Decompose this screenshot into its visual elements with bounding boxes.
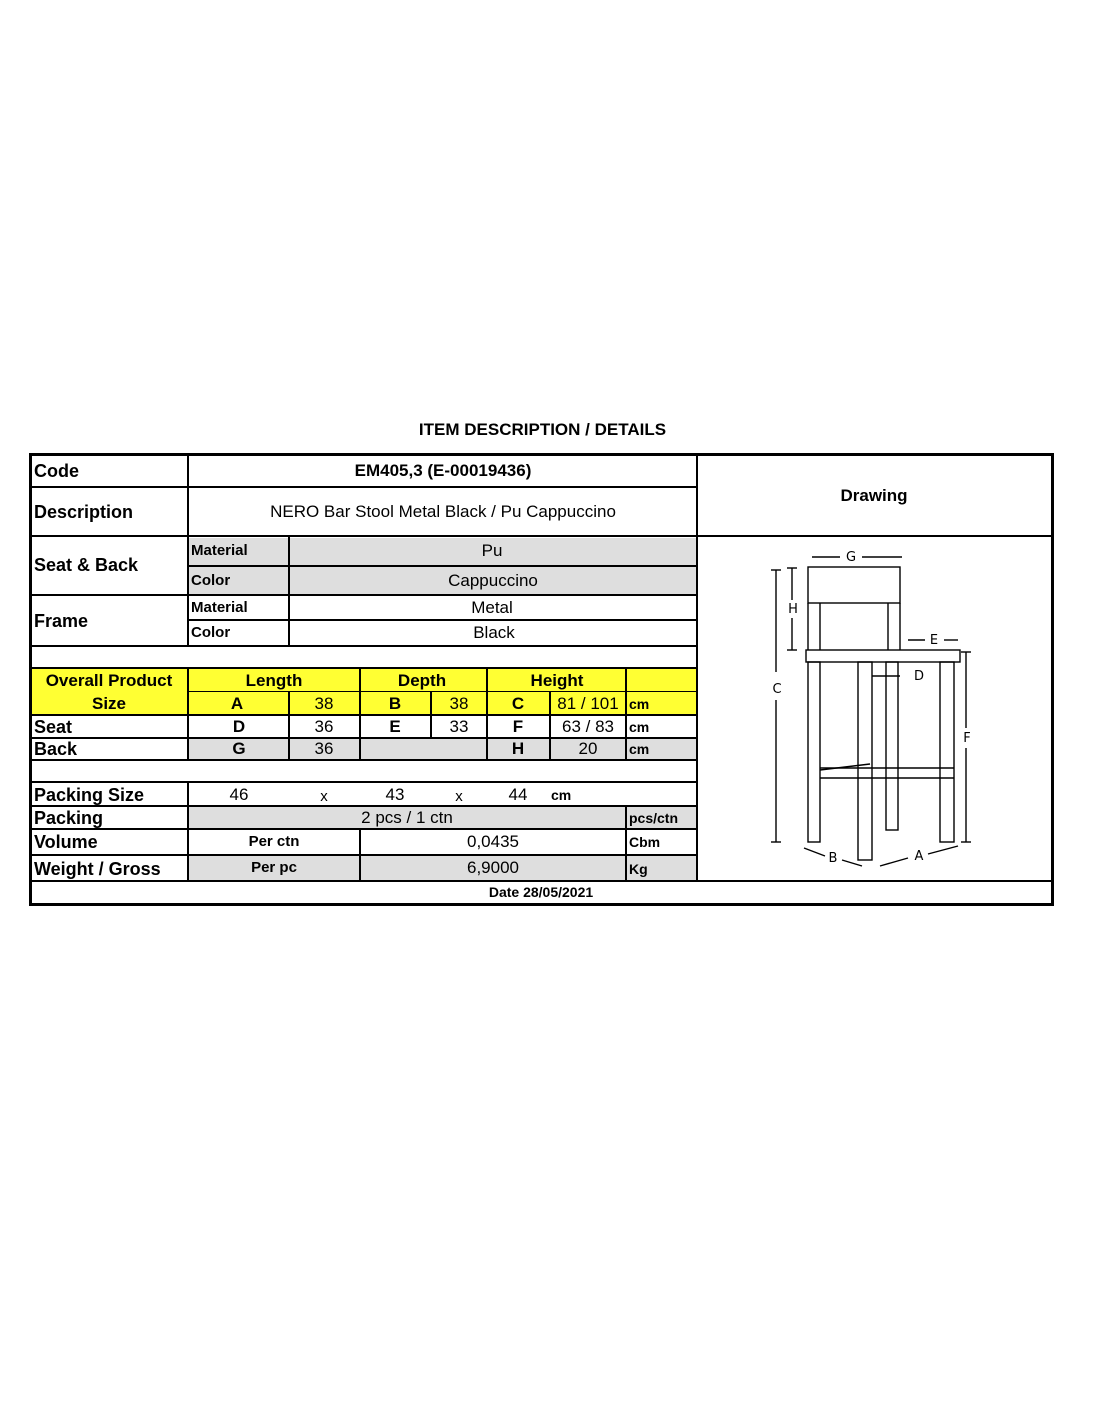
packing-size-length: 46	[229, 785, 249, 804]
overall-unit: cm	[629, 696, 650, 712]
seat-unit: cm	[629, 719, 650, 735]
dim-d-value: 36	[314, 717, 334, 736]
packing-size-x1: x	[320, 788, 328, 805]
length-header: Length	[245, 671, 303, 690]
weight-per: Per pc	[251, 859, 297, 876]
depth-header: Depth	[397, 671, 447, 690]
packing-size-unit: cm	[551, 787, 572, 803]
seat-back-material-label: Material	[191, 542, 248, 559]
height-header: Height	[530, 671, 584, 690]
weight-label: Weight / Gross	[34, 859, 161, 879]
stool-backrest	[808, 567, 900, 603]
stool-leg-back-left	[808, 662, 820, 842]
dim-d-label: D	[232, 717, 246, 736]
gray-row-back	[188, 738, 697, 759]
seat-back-label: Seat & Back	[34, 555, 139, 575]
drawing-letter-d: D	[913, 669, 925, 684]
seat-back-color-label: Color	[191, 572, 231, 589]
packing-size-width: 43	[385, 785, 405, 804]
dim-c-label: C	[511, 694, 525, 713]
drawing-letter-a: A	[914, 849, 924, 864]
seat-label: Seat	[34, 717, 73, 737]
gray-row-seat-material	[188, 538, 697, 565]
volume-value: 0,0435	[467, 832, 519, 851]
drawing-letter-h: H	[788, 602, 798, 617]
drawing-letter-f: F	[963, 731, 971, 746]
back-unit: cm	[629, 741, 650, 757]
document-title: ITEM DESCRIPTION / DETAILS	[418, 420, 667, 439]
dim-g-label: G	[232, 739, 246, 758]
packing-size-label: Packing Size	[34, 785, 145, 805]
back-label: Back	[34, 739, 78, 759]
dim-e-value: 33	[449, 717, 469, 736]
frame-label: Frame	[34, 611, 89, 631]
drawing-letter-b: B	[828, 851, 838, 866]
description-value: NERO Bar Stool Metal Black / Pu Cappuccino	[270, 502, 616, 521]
seat-back-color: Cappuccino	[448, 571, 538, 590]
overall-label-line2: Size	[91, 694, 127, 713]
frame-material-label: Material	[191, 599, 248, 616]
volume-label: Volume	[34, 832, 98, 852]
dim-h-label: H	[511, 739, 525, 758]
stool-seat	[806, 650, 960, 662]
dim-f-value: 63 / 83	[562, 717, 614, 736]
stool-leg-front-left	[858, 662, 872, 860]
code-value: EM405,3 (E-00019436)	[354, 461, 532, 480]
dim-g-value: 36	[314, 739, 334, 758]
volume-unit: Cbm	[629, 834, 661, 850]
packing-size-x2: x	[455, 788, 463, 805]
drawing-label: Drawing	[840, 486, 908, 505]
stool-leg-back-right	[886, 662, 898, 830]
dim-b-label: B	[388, 694, 402, 713]
frame-color-label: Color	[191, 624, 231, 641]
date: Date 28/05/2021	[488, 884, 594, 900]
volume-per: Per ctn	[248, 833, 300, 850]
packing-unit: pcs/ctn	[629, 810, 679, 826]
drawing-letter-e: E	[929, 633, 939, 648]
overall-label-line1: Overall Product	[45, 671, 173, 690]
description-label: Description	[34, 502, 134, 522]
bar-stool-drawing	[760, 540, 1000, 880]
drawing-letter-c: C	[772, 682, 782, 697]
drawing-letter-g: G	[845, 550, 857, 565]
dim-c-value: 81 / 101	[557, 694, 619, 713]
frame-material: Metal	[471, 598, 513, 617]
packing-value: 2 pcs / 1 ctn	[361, 808, 453, 827]
dim-e-label: E	[389, 717, 401, 736]
frame-color: Black	[473, 623, 515, 642]
stool-leg-front-right	[940, 662, 954, 842]
dim-a-label: A	[230, 694, 244, 713]
dim-b-value: 38	[449, 694, 469, 713]
seat-back-material: Pu	[481, 541, 503, 560]
dim-f-label: F	[512, 717, 524, 736]
dim-a-value: 38	[314, 694, 334, 713]
gray-row-seat-color	[188, 567, 697, 594]
dim-h-value: 20	[578, 739, 598, 758]
packing-size-height: 44	[508, 785, 528, 804]
weight-unit: Kg	[629, 861, 648, 877]
packing-label: Packing	[34, 808, 104, 828]
weight-value: 6,9000	[467, 858, 519, 877]
code-label: Code	[34, 461, 79, 481]
